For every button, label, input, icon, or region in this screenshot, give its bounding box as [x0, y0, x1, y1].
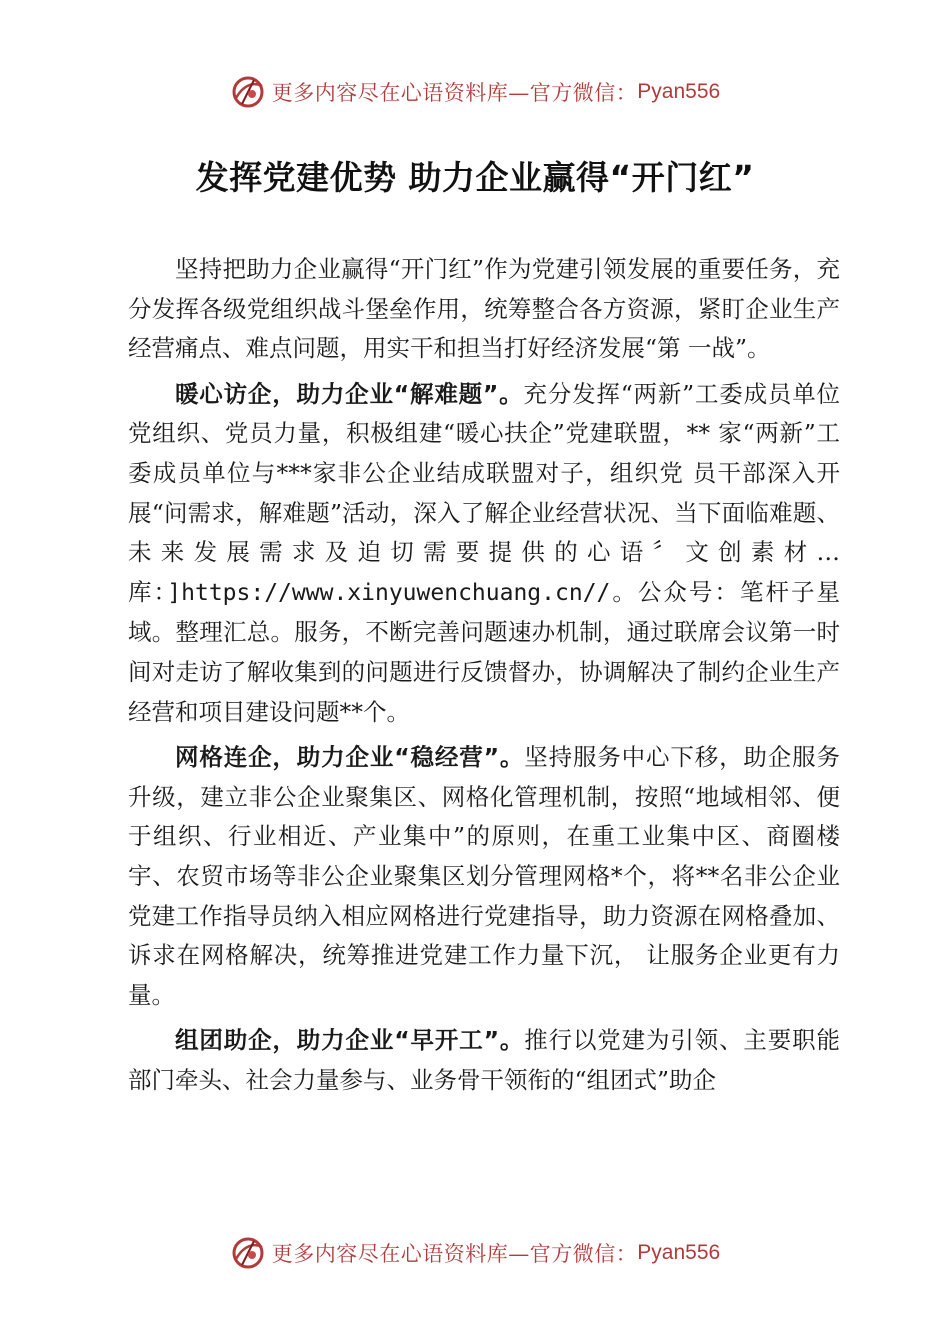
- watermark-footer: [0, 1233, 950, 1273]
- paragraph-intro: 坚持把助力企业赢得“开门红”作为党建引领发展的重要任务，充分发挥各级党组织战斗堡垒作用，统筹整合各方资源，紧盯企业生产经营痛点、难点问题，用实干和担当打好经济发展“第 一战”。: [128, 255, 840, 363]
- watermark-text: 更多内容尽在心语资料库—官方微信：: [271, 81, 638, 105]
- paragraph-heading: 组团助企，助力企业“早开工”。: [175, 1026, 525, 1055]
- document-body: [128, 250, 840, 1100]
- paragraph-team-help: 组团助企，助力企业“早开工”。推行以党建为引领、主要职能部门牵头、社会力量参与、业务骨干领衔的“组团式”助企: [128, 1026, 841, 1094]
- xinyu-logo-icon: [230, 1235, 266, 1271]
- watermark-header: [0, 72, 950, 112]
- xinyu-logo-icon: [230, 74, 266, 110]
- watermark-wechat-id: Pyan556: [637, 1241, 721, 1264]
- paragraph-heading: 暖心访企，助力企业“解难题”。: [175, 379, 524, 408]
- paragraph-heading: 网格连企，助力企业“稳经营”。: [175, 743, 525, 772]
- paragraph-grid-link: 网格连企，助力企业“稳经营”。坚持服务中心下移，助企服务升级，建立非公企业聚集区、网格化管理机制，按照“地域相邻、便于组织、行业相近、产业集中”的原则，在重工业集中区、商圈楼宇、农贸市场等非公企业聚集区划分管理网格*个，将**名非公企业党建工作指导员纳入相应网格进行党建指导，助力资源在网格叠加、诉求在网格解决，统筹推进党建工作力量下沉， 让服务企业更有力量。: [128, 743, 841, 1009]
- document-title: 发挥党建优势 助力企业赢得“开门红”: [195, 158, 755, 197]
- watermark-text: 更多内容尽在心语资料库—官方微信：: [271, 1242, 638, 1266]
- watermark-wechat-id: Pyan556: [637, 80, 721, 103]
- source-url: ]https://www.xinyuwenchuang.cn//: [167, 579, 611, 606]
- paragraph-warm-visit: 暖心访企，助力企业“解难题”。充分发挥“两新”工委成员单位党组织、党员力量，积极组建“暖心扶企”党建联盟，** 家“两新”工委成员单位与***家非公企业结成联盟对子，组织党 员干部深入开展“问需求，解难题”活动，深入了解企业经营状况、当下面临难题、未来发展需求及迫切需要提供的心语〞文创素材…库：]https://www.xinyuwenchuang.cn//。公众号：笔杆子星域。整理汇总。服务，不断完善问题速办机制，通过联席会议第一时间对走访了解收集到的问题进行反馈督办，协调解决了制约企业生产经营和项目建设问题**个。: [128, 379, 841, 726]
